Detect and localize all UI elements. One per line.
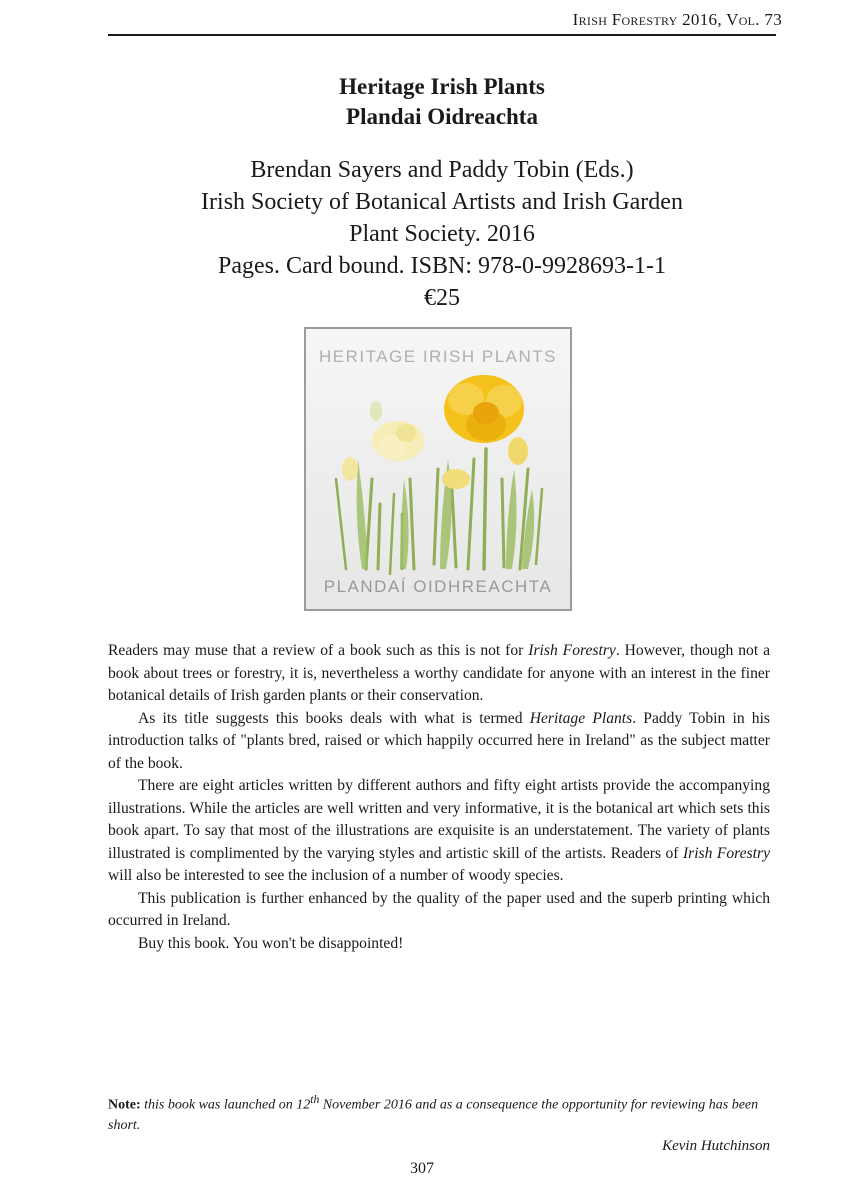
- daffodil-illustration: [306, 329, 570, 609]
- paragraph-3-text-b: will also be interested to see the inclusion of a number of woody species.: [108, 867, 564, 884]
- review-body: [108, 640, 770, 955]
- note-text-b: November 2016 and as a consequence the opportunity for reviewing has been short.: [108, 1097, 759, 1133]
- paragraph-5: Buy this book. You won't be disappointed!: [138, 934, 404, 952]
- paragraph-1-text-a: Readers may muse that a review of a book such as this is not for: [108, 642, 529, 659]
- paragraph-3-text-a: There are eight articles written by different authors and fifty eight artists provide the accompanying illustrations. While the articles are well written and very informative, it is the botanical art which sets this book apart. To say that most of the illustrations are exquisite is an understatement. The variety of plants illustrated is complimented by the varying styles and artistic skill of the artists. Readers of: [108, 777, 770, 862]
- book-publisher: Irish Society of Botanical Artists and Irish Garden: [201, 189, 683, 215]
- cover-title-top: HERITAGE IRISH PLANTS: [318, 347, 558, 366]
- review-title-block: [108, 72, 776, 132]
- paragraph-1-text-b: . However, though not a book about trees or forestry, it is, nevertheless a worthy candidate for anyone with an interest in the finer botanical details of Irish garden plants or their conservation.: [108, 642, 770, 704]
- paragraph-2: [108, 708, 770, 776]
- book-format-isbn: Pages. Card bound. ISBN: 978-0-9928693-1-1: [218, 253, 666, 279]
- paragraph-3-emphasis: Irish Forestry: [682, 844, 770, 862]
- book-price: €25: [424, 285, 460, 311]
- review-author: Kevin Hutchinson: [662, 1138, 770, 1154]
- running-head: Irish Forestry 2016, Vol. 73: [572, 10, 782, 29]
- review-note: [108, 1090, 770, 1136]
- header-rule: [108, 34, 776, 36]
- book-editors: Brendan Sayers and Paddy Tobin (Eds.): [250, 157, 634, 183]
- note-text-a: this book was launched on 12: [140, 1097, 311, 1113]
- book-subtitle: Plandai Oidreachta: [346, 104, 538, 129]
- paragraph-2-text-a: As its title suggests this books deals with what is termed: [138, 709, 530, 727]
- note-label: Note:: [108, 1097, 141, 1113]
- paragraph-1-emphasis: Irish Forestry: [528, 642, 616, 659]
- book-details: [108, 154, 776, 314]
- cover-title-bottom: PLANDAÍ OIDHREACHTA: [323, 577, 553, 596]
- note-superscript: th: [310, 1093, 320, 1106]
- page-number: 307: [410, 1160, 434, 1177]
- paragraph-1: [108, 640, 770, 708]
- paragraph-3: [108, 775, 770, 888]
- book-cover-image: [304, 327, 572, 611]
- paragraph-4: This publication is further enhanced by the quality of the paper used and the superb printing which occurred in Ireland.: [108, 889, 770, 929]
- book-title: Heritage Irish Plants: [339, 74, 545, 99]
- paragraph-2-text-b: . Paddy Tobin in his introduction talks of "plants bred, raised or which happily occurred here in Ireland" as the subject matter of the book.: [108, 709, 770, 772]
- book-publisher-year: Plant Society. 2016: [349, 221, 535, 247]
- paragraph-2-emphasis: Heritage Plants: [529, 709, 633, 727]
